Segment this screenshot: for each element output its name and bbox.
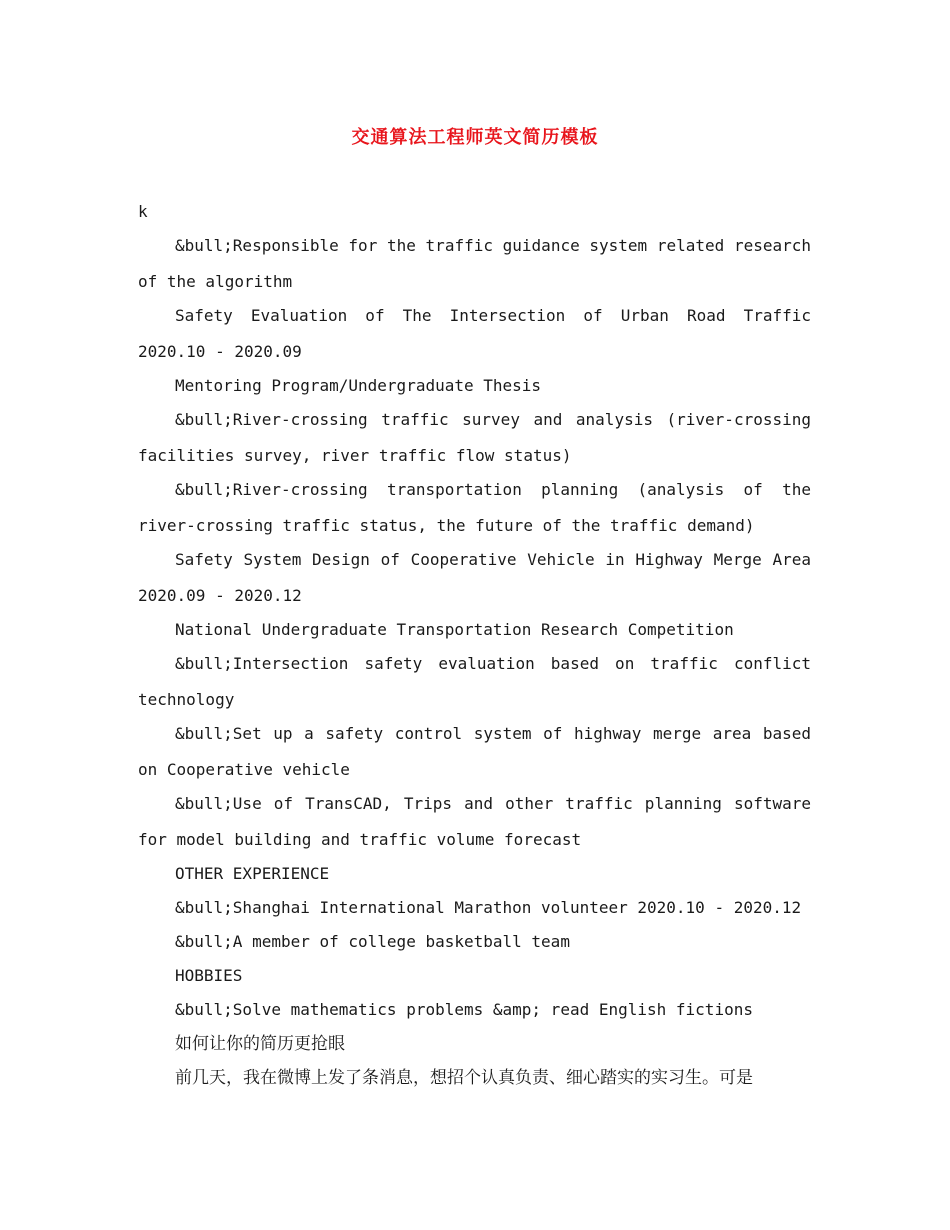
paragraph: Mentoring Program/Undergraduate Thesis <box>175 376 542 395</box>
paragraph: &bull;Set up a safety control system of highway merge area based on Cooperative vehicle <box>138 724 811 779</box>
paragraph: 前几天，我在微博上发了条消息，想招个认真负责、细心踏实的实习生。可是 <box>175 1068 753 1088</box>
section-heading: HOBBIES <box>175 966 243 985</box>
paragraph: &bull;Use of TransCAD, Trips and other traffic planning software for model building and traffic volume forecast <box>138 794 811 849</box>
document-title: 交通算法工程师英文简历模板 <box>351 127 599 148</box>
paragraph: Safety Evaluation of The Intersection of Urban Road Traffic 2020.10 - 2020.09 <box>138 306 811 361</box>
paragraph: &bull;Intersection safety evaluation based on traffic conflict technology <box>138 654 811 709</box>
paragraph: &bull;Shanghai International Marathon volunteer 2020.10 - 2020.12 <box>175 898 802 917</box>
document-body <box>138 194 811 1094</box>
paragraph: &bull;A member of college basketball team <box>175 932 570 951</box>
paragraph: National Undergraduate Transportation Research Competition <box>175 620 734 639</box>
article-heading: 如何让你的简历更抢眼 <box>175 1034 345 1054</box>
section-heading: OTHER EXPERIENCE <box>175 864 330 883</box>
paragraph: Safety System Design of Cooperative Vehicle in Highway Merge Area 2020.09 - 2020.12 <box>138 550 811 605</box>
paragraph: &bull;Responsible for the traffic guidance system related research of the algorithm <box>138 236 811 291</box>
paragraph: k <box>138 202 148 221</box>
paragraph: &bull;River-crossing transportation planning (analysis of the river-crossing traffic status, the future of the traffic demand) <box>138 480 811 535</box>
paragraph: &bull;Solve mathematics problems &amp; read English fictions <box>175 1000 753 1019</box>
paragraph: &bull;River-crossing traffic survey and analysis (river-crossing facilities survey, river traffic flow status) <box>138 410 811 465</box>
